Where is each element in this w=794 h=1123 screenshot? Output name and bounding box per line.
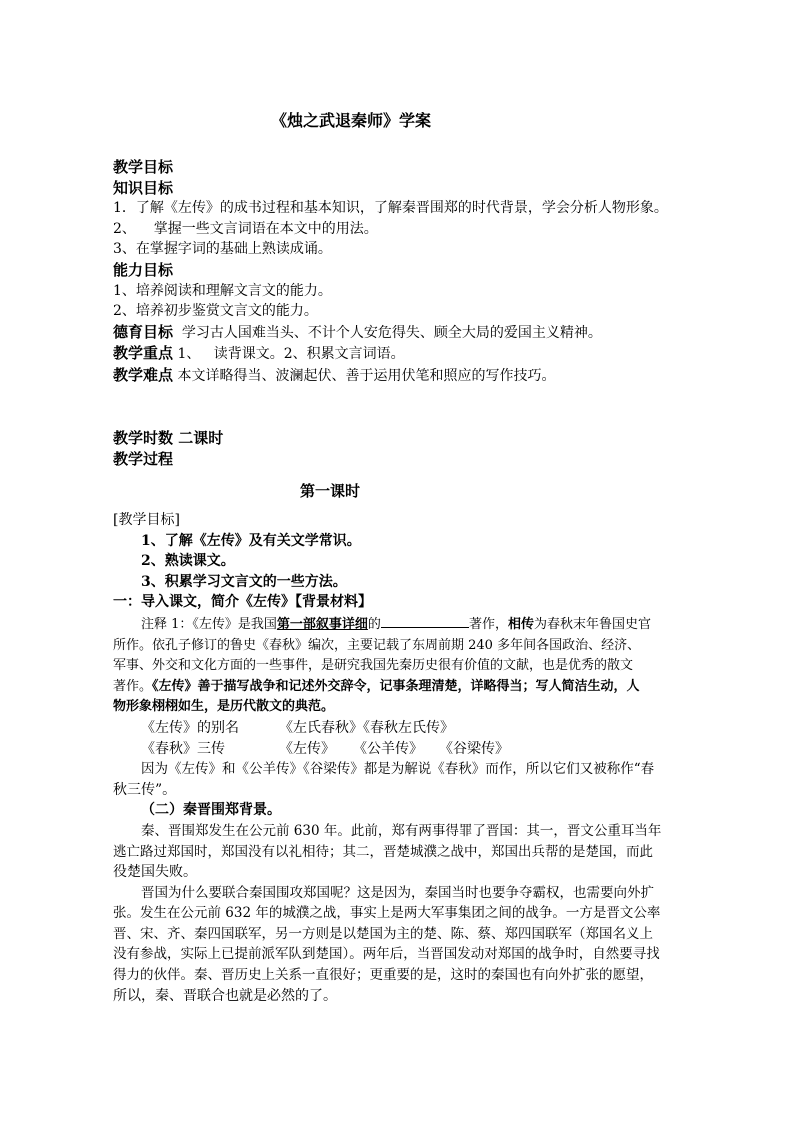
para-1-line-3: 役楚国失败。	[113, 864, 197, 881]
difficulty-label: 教学难点	[113, 365, 174, 384]
para-1-line-2: 逃亡路过郑国时，郑国没有以礼相待；其二，晋楚城濮之战中，郑国出兵帮的是楚国，而此	[113, 843, 653, 860]
key-text: 1、 读背课文。2、积累文言词语。	[173, 346, 405, 363]
moral-text: 学习古人国难当头、不计个人安危得失、顾全大局的爱国主义精神。	[173, 324, 602, 341]
para-2-line-1: 晋国为什么要联合秦国围攻郑国呢？这是因为，秦国当时也要争夺霸权，也需要向外扩	[141, 884, 654, 901]
para-2-line-6: 所以，秦、晋联合也就是必然的了。	[113, 987, 337, 1004]
lesson-objective-1: 1、了解《左传》及有关文学常识。	[141, 532, 361, 549]
lesson-1-content	[113, 510, 683, 1006]
lesson-objectives-heading: [教学目标]	[113, 512, 180, 528]
moral-objective	[113, 322, 683, 344]
part-2-heading: （二）秦晋围郑背景。	[141, 802, 281, 819]
difficulty-text: 本文详略得当、波澜起伏、善于运用伏笔和照应的写作技巧。	[173, 367, 556, 384]
heading-ability-objectives: 能力目标	[113, 260, 174, 279]
note-1-line-5: 物形象栩栩如生，是历代散文的典范。	[113, 699, 335, 715]
because-line-1: 因为《左传》和《公羊传》《谷梁传》都是为解说《春秋》而作，所以它们又被称作“春	[141, 761, 655, 778]
page-title: 《烛之武退秦师》学案	[271, 111, 432, 130]
ability-item-1: 1、培养阅读和理解文言文的能力。	[113, 282, 332, 299]
schedule-section	[113, 428, 683, 469]
knowledge-item-3: 3、在掌握字词的基础上熟读成诵。	[113, 241, 332, 258]
objectives-section	[113, 157, 683, 387]
lesson-1-heading: 第一课时	[300, 482, 361, 500]
alias-value: 《左氏春秋》《春秋左氏传》	[279, 719, 454, 736]
teaching-key-points	[113, 343, 683, 365]
lesson-objective-2: 2、熟读课文。	[141, 553, 235, 570]
note-1-underlined: 第一部叙事详细	[276, 616, 368, 632]
para-2-line-2: 张。发生在公元前 632 年的城濮之战，事实上是两大军事集团之间的战争。一方是晋文公率	[113, 905, 661, 922]
hours-label: 教学时数	[113, 429, 174, 447]
heading-knowledge-objectives: 知识目标	[113, 178, 174, 197]
para-2-line-3: 晋、宋、齐、秦四国联军，另一方则是以楚国为主的楚、陈、蔡、郑四国联军（郑国名义上	[113, 925, 653, 942]
because-line-2: 秋三传”。	[113, 781, 177, 798]
three-label: 《春秋》三传	[141, 740, 225, 757]
knowledge-item-2: 2、 掌握一些文言词语在本文中的用法。	[113, 220, 378, 237]
note-1-line-4	[113, 677, 683, 698]
note-1-line-4a: 著作。	[113, 678, 153, 694]
teaching-difficulties	[113, 365, 683, 387]
note-1-text-b: 的	[367, 616, 381, 632]
hours-value: 二课时	[178, 429, 224, 447]
alias-label: 《左传》的别名	[141, 719, 239, 736]
knowledge-item-1: 1．了解《左传》的成书过程和基本知识，了解秦晋围郑的时代背景，学会分析人物形象。	[113, 200, 668, 217]
three-item-3: 《谷梁传》	[439, 740, 509, 757]
note-1-text-c: 著作，	[468, 616, 508, 632]
para-2-line-4: 没有参战，实际上已提前派军队到楚国）。两年后，当晋国发动对郑国的战争时，自然要寻找	[113, 946, 660, 963]
moral-label: 德育目标	[113, 322, 174, 341]
three-item-2: 《公羊传》	[353, 740, 423, 757]
teaching-hours	[113, 428, 683, 449]
note-1-text-d: 为春秋末年鲁国史官	[533, 616, 651, 632]
note-1-line-3: 军事、外交和文化方面的一些事件，是研究我国先秦历史很有价值的文献，也是优秀的散文	[113, 658, 634, 674]
note-1-line-2: 所作。依孔子修订的鲁史《春秋》编次，主要记载了东周前期 240 多年间各国政治、经济、	[113, 637, 641, 653]
teaching-process-heading: 教学过程	[113, 449, 174, 468]
note-1-bold: 相传	[507, 616, 534, 632]
para-1-line-1: 秦、晋围郑发生在公元前 630 年。此前，郑有两事得罪了晋国：其一，晋文公重耳当年	[141, 822, 662, 839]
three-item-1: 《左传》	[279, 740, 335, 757]
three-commentaries-row	[113, 739, 683, 760]
fill-in-blank[interactable]	[381, 613, 469, 628]
lesson-objective-3: 3、积累学习文言文的一些方法。	[141, 573, 347, 590]
part-1-heading: 一：导入课文，简介《左传》【背景材料】	[113, 594, 372, 611]
alias-row	[113, 718, 683, 739]
note-1-line-4b: 《左传》善于描写战争和记述外交辞令，记事条理清楚，详略得当；写人简洁生动，人	[152, 678, 640, 694]
ability-item-2: 2、培养初步鉴赏文言文的能力。	[113, 303, 318, 320]
para-2-line-5: 得力的伙伴。秦、晋历史上关系一直很好；更重要的是，这时的秦国也有向外扩张的愿望，	[113, 967, 653, 984]
note-1-line-1	[113, 613, 683, 636]
key-label: 教学重点	[113, 344, 174, 363]
heading-teaching-objectives: 教学目标	[113, 158, 174, 176]
note-1-text-a: 注释 1：《左传》是我国	[141, 616, 277, 632]
